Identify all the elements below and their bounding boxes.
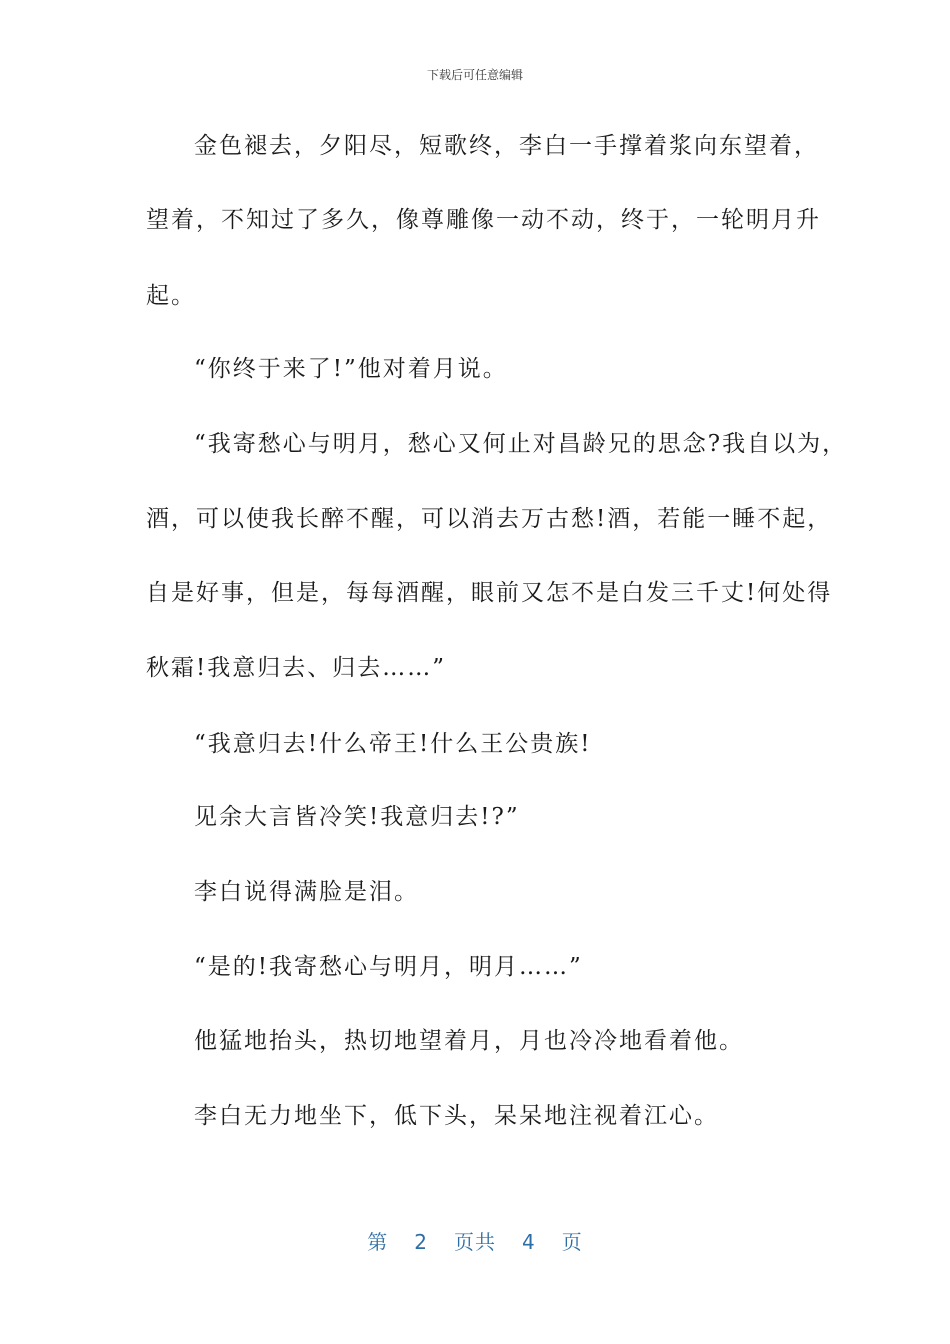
body-line: “我意归去!什么帝王!什么王公贵族! bbox=[194, 731, 592, 757]
body-line: 见余大言皆冷笑!我意归去!?” bbox=[194, 804, 520, 830]
body-line: 自是好事，但是，每每酒醒，眼前又怎不是白发三千丈!何处得 bbox=[146, 580, 833, 606]
body-line: “你终于来了!”他对着月说。 bbox=[194, 356, 508, 382]
footer-middle: 页共 bbox=[454, 1230, 496, 1254]
body-line: 他猛地抬头，热切地望着月，月也冷冷地看着他。 bbox=[194, 1028, 744, 1054]
current-page-number: 2 bbox=[414, 1230, 428, 1254]
body-line: 金色褪去，夕阳尽，短歌终，李白一手撑着浆向东望着， bbox=[194, 133, 819, 159]
body-line: “我寄愁心与明月，愁心又何止对昌龄兄的思念?我自以为， bbox=[194, 431, 848, 457]
body-line: 起。 bbox=[146, 283, 196, 309]
footer-prefix: 第 bbox=[367, 1230, 389, 1254]
body-line: “是的!我寄愁心与明月，明月……” bbox=[194, 954, 583, 980]
footer-suffix: 页 bbox=[561, 1230, 583, 1254]
body-line: 酒，可以使我长醉不醒，可以消去万古愁!酒，若能一睡不起， bbox=[146, 506, 833, 532]
total-pages-number: 4 bbox=[522, 1230, 536, 1254]
body-line: 秋霜!我意归去、归去……” bbox=[146, 655, 447, 681]
page-header-note: 下载后可任意编辑 bbox=[426, 68, 523, 82]
body-line: 李白说得满脸是泪。 bbox=[194, 879, 419, 905]
page-footer bbox=[0, 1226, 950, 1255]
body-line: 李白无力地坐下，低下头，呆呆地注视着江心。 bbox=[194, 1103, 719, 1129]
body-line: 望着，不知过了多久，像尊雕像一动不动，终于，一轮明月升 bbox=[146, 207, 821, 233]
